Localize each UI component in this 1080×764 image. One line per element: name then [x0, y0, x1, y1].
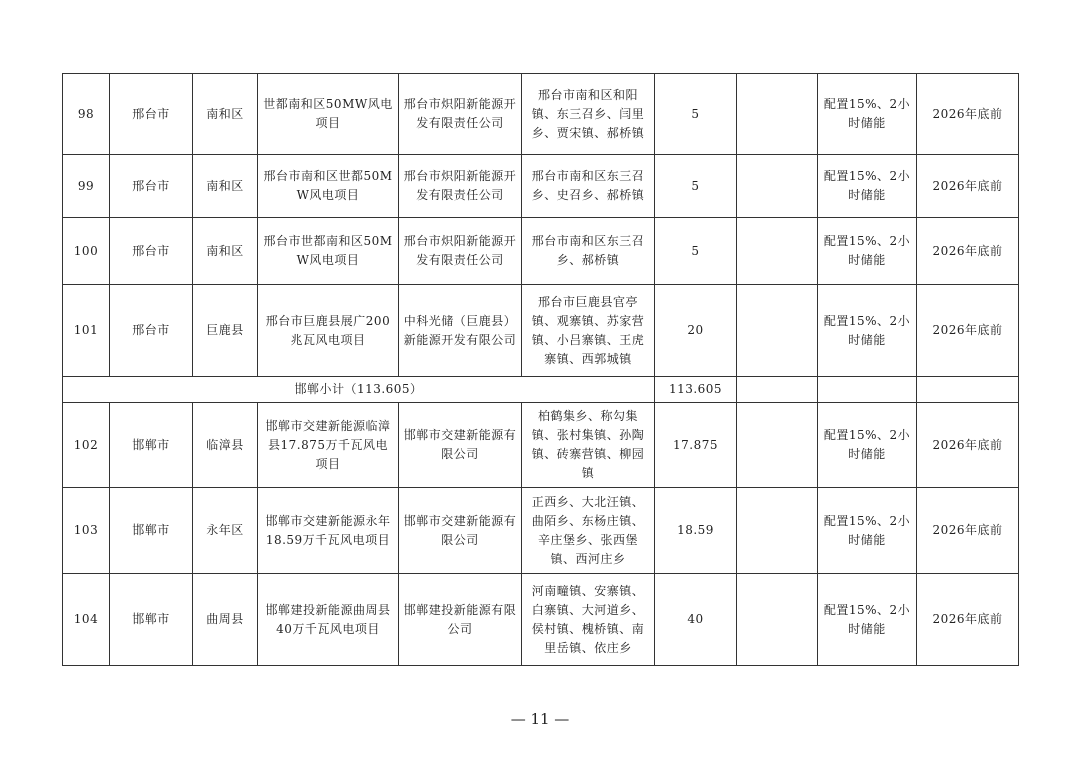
- blank-cell: [737, 403, 818, 488]
- company-cell: 邢台市炽阳新能源开发有限责任公司: [399, 218, 522, 285]
- table-row: [63, 218, 1019, 285]
- blank-cell: [737, 488, 818, 574]
- row-number: 99: [63, 155, 110, 218]
- deadline-cell: 2026年底前: [917, 403, 1019, 488]
- county-cell: 永年区: [193, 488, 258, 574]
- storage-cell: 配置15%、2小时储能: [818, 403, 917, 488]
- city-cell: 邯郸市: [110, 488, 193, 574]
- company-cell: 邢台市炽阳新能源开发有限责任公司: [399, 74, 522, 155]
- subtotal-row: [63, 377, 1019, 403]
- project-name-cell: 邢台市巨鹿县展广200兆瓦风电项目: [258, 285, 399, 377]
- city-cell: 邢台市: [110, 74, 193, 155]
- company-cell: 中科光储（巨鹿县）新能源开发有限公司: [399, 285, 522, 377]
- row-number: 98: [63, 74, 110, 155]
- city-cell: 邢台市: [110, 218, 193, 285]
- county-cell: 临漳县: [193, 403, 258, 488]
- storage-cell: 配置15%、2小时储能: [818, 285, 917, 377]
- storage-cell: 配置15%、2小时储能: [818, 488, 917, 574]
- project-table: [62, 73, 1019, 666]
- capacity-cell: 17.875: [655, 403, 737, 488]
- row-number: 104: [63, 574, 110, 666]
- county-cell: 南和区: [193, 218, 258, 285]
- county-cell: 曲周县: [193, 574, 258, 666]
- project-name-cell: 邯郸建投新能源曲周县40万千瓦风电项目: [258, 574, 399, 666]
- storage-cell: 配置15%、2小时储能: [818, 74, 917, 155]
- company-cell: 邯郸市交建新能源有限公司: [399, 488, 522, 574]
- city-cell: 邢台市: [110, 285, 193, 377]
- subtotal-label: 邯郸小计（113.605）: [63, 377, 655, 403]
- location-cell: 正西乡、大北汪镇、曲陌乡、东杨庄镇、辛庄堡乡、张西堡镇、西河庄乡: [522, 488, 655, 574]
- capacity-cell: 5: [655, 155, 737, 218]
- page-number: — 11 —: [510, 710, 570, 728]
- blank-cell: [737, 218, 818, 285]
- project-name-cell: 邯郸市交建新能源临漳县17.875万千瓦风电项目: [258, 403, 399, 488]
- capacity-cell: 5: [655, 74, 737, 155]
- location-cell: 河南疃镇、安寨镇、白寨镇、大河道乡、侯村镇、槐桥镇、南里岳镇、依庄乡: [522, 574, 655, 666]
- deadline-cell: 2026年底前: [917, 285, 1019, 377]
- location-cell: 邢台市南和区和阳镇、东三召乡、闫里乡、贾宋镇、郝桥镇: [522, 74, 655, 155]
- county-cell: 巨鹿县: [193, 285, 258, 377]
- blank-cell: [917, 377, 1019, 403]
- table-row: [63, 403, 1019, 488]
- location-cell: 柏鹤集乡、称勾集镇、张村集镇、孙陶镇、砖寨营镇、柳园镇: [522, 403, 655, 488]
- blank-cell: [818, 377, 917, 403]
- storage-cell: 配置15%、2小时储能: [818, 155, 917, 218]
- capacity-cell: 20: [655, 285, 737, 377]
- deadline-cell: 2026年底前: [917, 218, 1019, 285]
- location-cell: 邢台市南和区东三召乡、郝桥镇: [522, 218, 655, 285]
- city-cell: 邯郸市: [110, 403, 193, 488]
- county-cell: 南和区: [193, 155, 258, 218]
- capacity-cell: 5: [655, 218, 737, 285]
- blank-cell: [737, 285, 818, 377]
- blank-cell: [737, 377, 818, 403]
- location-cell: 邢台市巨鹿县官亭镇、观寨镇、苏家营镇、小吕寨镇、王虎寨镇、西郭城镇: [522, 285, 655, 377]
- city-cell: 邢台市: [110, 155, 193, 218]
- company-cell: 邯郸市交建新能源有限公司: [399, 403, 522, 488]
- row-number: 101: [63, 285, 110, 377]
- deadline-cell: 2026年底前: [917, 74, 1019, 155]
- table-row: [63, 285, 1019, 377]
- subtotal-value: 113.605: [655, 377, 737, 403]
- table-body: [63, 74, 1019, 666]
- company-cell: 邯郸建投新能源有限公司: [399, 574, 522, 666]
- row-number: 102: [63, 403, 110, 488]
- table-row: [63, 488, 1019, 574]
- company-cell: 邢台市炽阳新能源开发有限责任公司: [399, 155, 522, 218]
- project-name-cell: 邢台市南和区世都50MW风电项目: [258, 155, 399, 218]
- row-number: 100: [63, 218, 110, 285]
- row-number: 103: [63, 488, 110, 574]
- project-name-cell: 世都南和区50MW风电项目: [258, 74, 399, 155]
- table-row: [63, 74, 1019, 155]
- storage-cell: 配置15%、2小时储能: [818, 218, 917, 285]
- capacity-cell: 18.59: [655, 488, 737, 574]
- blank-cell: [737, 74, 818, 155]
- location-cell: 邢台市南和区东三召乡、史召乡、郝桥镇: [522, 155, 655, 218]
- project-name-cell: 邢台市世都南和区50MW风电项目: [258, 218, 399, 285]
- storage-cell: 配置15%、2小时储能: [818, 574, 917, 666]
- capacity-cell: 40: [655, 574, 737, 666]
- deadline-cell: 2026年底前: [917, 155, 1019, 218]
- county-cell: 南和区: [193, 74, 258, 155]
- deadline-cell: 2026年底前: [917, 488, 1019, 574]
- table-row: [63, 155, 1019, 218]
- blank-cell: [737, 155, 818, 218]
- project-name-cell: 邯郸市交建新能源永年18.59万千瓦风电项目: [258, 488, 399, 574]
- deadline-cell: 2026年底前: [917, 574, 1019, 666]
- blank-cell: [737, 574, 818, 666]
- table-row: [63, 574, 1019, 666]
- city-cell: 邯郸市: [110, 574, 193, 666]
